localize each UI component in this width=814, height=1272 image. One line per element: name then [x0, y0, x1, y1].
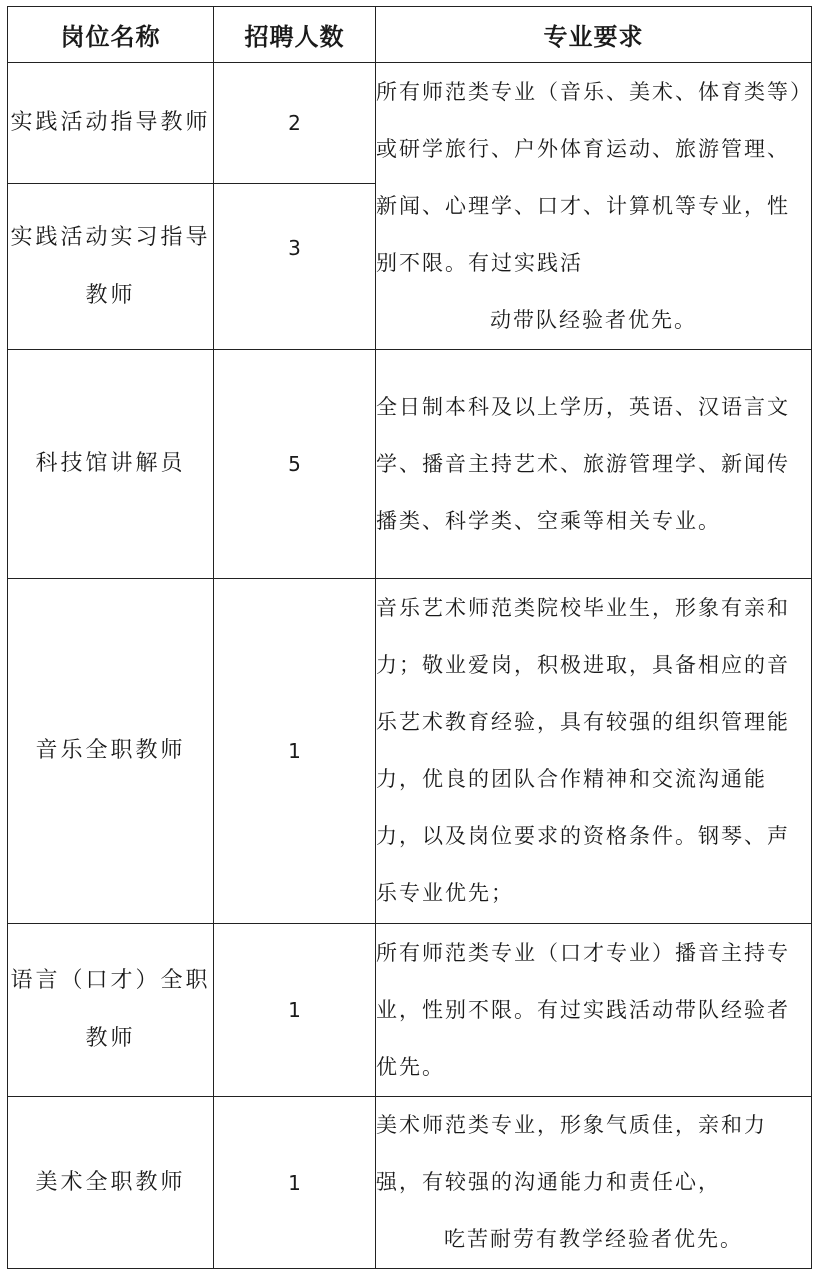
- requirement-text: 全日制本科及以上学历，英语、汉语言文学、播音主持艺术、旅游管理学、新闻传播类、科学类、空乘等相关专业。: [376, 350, 812, 579]
- requirement-text-main: 美术师范类专业，形象气质佳，亲和力强，有较强的沟通能力和责任心，: [376, 1113, 767, 1194]
- recruit-count: 5: [214, 350, 376, 579]
- table-row: [8, 924, 812, 1097]
- position-name: 实践活动指导教师: [8, 63, 214, 184]
- position-name: 音乐全职教师: [8, 579, 214, 924]
- table-row: [8, 1097, 812, 1269]
- position-name: 美术全职教师: [8, 1097, 214, 1269]
- header-position: 岗位名称: [8, 7, 214, 63]
- table-row: [8, 579, 812, 924]
- table-row: [8, 63, 812, 184]
- position-name: 实践活动实习指导教师: [8, 184, 214, 350]
- position-name: 语言（口才）全职教师: [8, 924, 214, 1097]
- position-name: 科技馆讲解员: [8, 350, 214, 579]
- recruit-count: 1: [214, 579, 376, 924]
- recruit-count: 1: [214, 1097, 376, 1269]
- requirement-text: 音乐艺术师范类院校毕业生，形象有亲和力；敬业爱岗，积极进取，具备相应的音乐艺术教育经验，具有较强的组织管理能力，优良的团队合作精神和交流沟通能力，以及岗位要求的资格条件。钢琴、声乐专业优先；: [376, 579, 812, 924]
- recruit-count: 3: [214, 184, 376, 350]
- requirement-text-last: 动带队经验者优先。: [490, 307, 697, 332]
- requirement-text: 所有师范类专业（口才专业）播音主持专业，性别不限。有过实践活动带队经验者优先。: [376, 924, 812, 1097]
- requirement-text-last: 吃苦耐劳有教学经验者优先。: [444, 1227, 743, 1251]
- recruitment-table: [7, 6, 812, 1269]
- recruit-count: 1: [214, 924, 376, 1097]
- requirement-text: [376, 63, 812, 350]
- requirement-text: [376, 1097, 812, 1269]
- table-row: [8, 350, 812, 579]
- recruit-count: 2: [214, 63, 376, 184]
- requirement-text-main: 所有师范类专业（音乐、美术、体育类等）或研学旅行、户外体育运动、旅游管理、新闻、心理学、口才、计算机等专业，性别不限。有过实践活: [376, 79, 803, 275]
- table-header-row: [8, 7, 812, 63]
- header-count: 招聘人数: [214, 7, 376, 63]
- header-requirement: 专业要求: [376, 7, 812, 63]
